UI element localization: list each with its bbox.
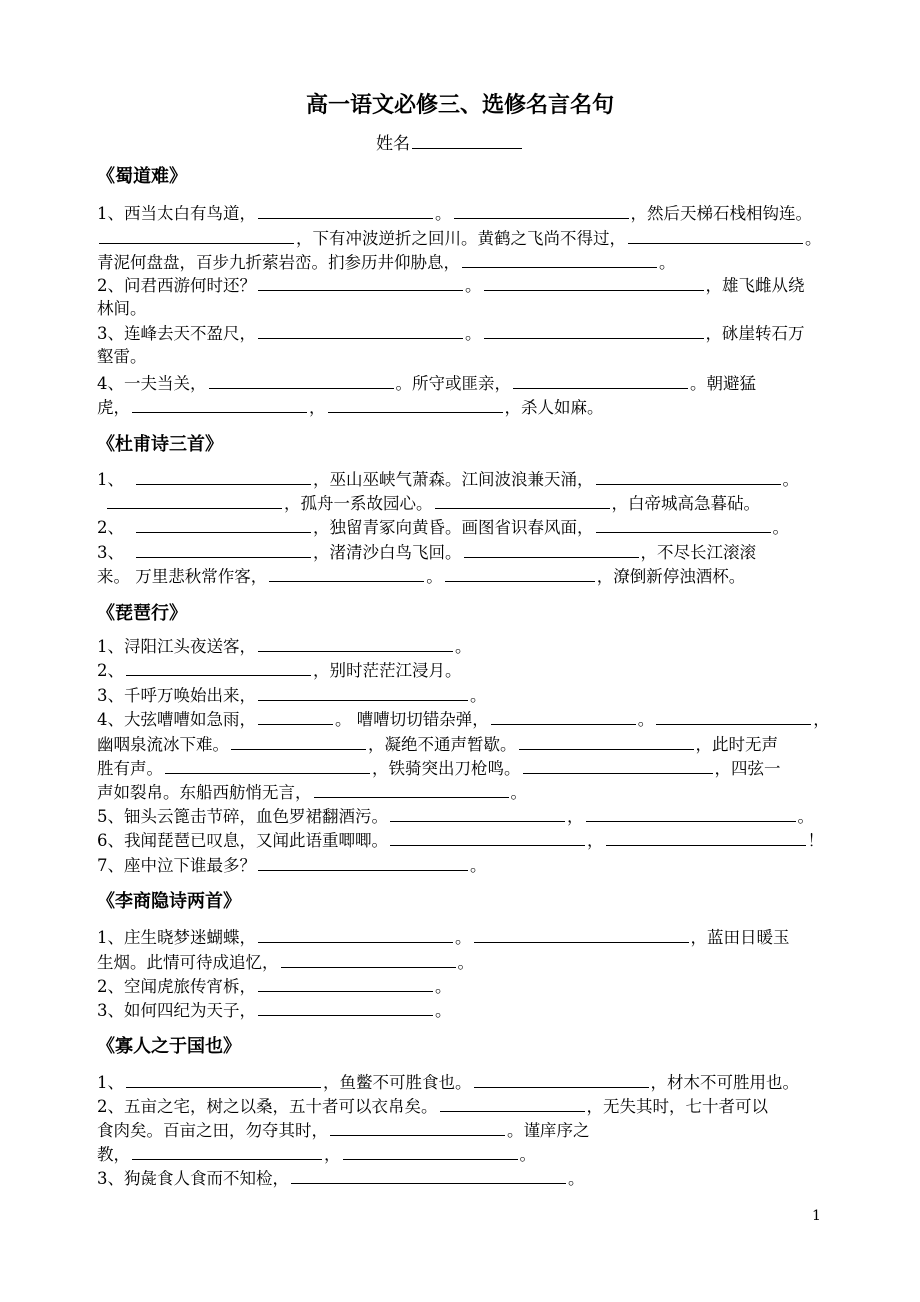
answer-blank[interactable] — [258, 273, 463, 291]
answer-blank[interactable] — [258, 683, 468, 701]
answer-blank[interactable] — [107, 491, 282, 509]
name-label: 姓名 — [376, 134, 410, 154]
answer-blank[interactable] — [519, 732, 694, 750]
text-line: 教， ， 。 — [97, 1142, 536, 1166]
heading-pipaxing: 《琵琶行》 — [97, 603, 187, 624]
text-line: 2、空闻虎旅传宵柝， 。 — [97, 974, 452, 998]
text-line: 2、 ，别时茫茫江浸月。 — [97, 658, 462, 682]
text-line: ，下有冲波逆折之回川。黄鹤之飞尚不得过， 。 — [97, 226, 822, 250]
answer-blank[interactable] — [474, 925, 689, 943]
text-line: 2、五亩之宅，树之以桑，五十者可以衣帛矣。 ，无失其时，七十者可以 — [97, 1094, 768, 1118]
answer-blank[interactable] — [464, 540, 639, 558]
text-line: 壑雷。 — [97, 347, 147, 366]
answer-blank[interactable] — [165, 756, 370, 774]
heading-dufu: 《杜甫诗三首》 — [97, 434, 223, 455]
text-line: 胜有声。 ，铁骑突出刀枪鸣。 ，四弦一 — [97, 756, 781, 780]
text-line: 2、问君西游何时还？ 。 ，雄飞雌从绕 — [97, 273, 805, 297]
answer-blank[interactable] — [258, 707, 333, 725]
answer-blank[interactable] — [462, 250, 657, 268]
answer-blank[interactable] — [445, 564, 595, 582]
answer-blank[interactable] — [390, 828, 585, 846]
answer-blank[interactable] — [126, 658, 311, 676]
text-line: 生烟。此情可待成追忆， 。 — [97, 950, 474, 974]
answer-blank[interactable] — [390, 804, 565, 822]
text-line: 1、 ，鱼鳖不可胜食也。 ，材木不可胜用也。 — [97, 1070, 799, 1094]
text-line: 来。 万里悲秋常作客， 。 ，潦倒新停浊酒杯。 — [97, 564, 745, 588]
answer-blank[interactable] — [258, 634, 453, 652]
answer-blank[interactable] — [136, 540, 311, 558]
answer-blank[interactable] — [258, 925, 453, 943]
text-line: 1、西当太白有鸟道， 。 ，然后天梯石栈相钩连。 — [97, 201, 812, 225]
answer-blank[interactable] — [258, 853, 468, 871]
name-field — [376, 129, 524, 154]
text-line: 3、千呼万唤始出来， 。 — [97, 683, 487, 707]
answer-blank[interactable] — [440, 1094, 585, 1112]
heading-lishangyin: 《李商隐诗两首》 — [97, 891, 241, 912]
answer-blank[interactable] — [586, 804, 796, 822]
answer-blank[interactable] — [291, 1166, 566, 1184]
name-blank[interactable] — [412, 131, 522, 149]
text-line: 声如裂帛。东船西舫悄无言， 。 — [97, 780, 527, 804]
answer-blank[interactable] — [132, 395, 307, 413]
answer-blank[interactable] — [330, 1118, 505, 1136]
answer-blank[interactable] — [343, 1142, 518, 1160]
answer-blank[interactable] — [491, 707, 636, 725]
text-line: ，孤舟一系故园心。 ，白帝城高急暮砧。 — [97, 491, 760, 515]
answer-blank[interactable] — [231, 732, 366, 750]
answer-blank[interactable] — [656, 707, 811, 725]
answer-blank[interactable] — [484, 273, 704, 291]
text-line: 4、一夫当关， 。所守或匪亲， 。朝避猛 — [97, 371, 756, 395]
answer-blank[interactable] — [474, 1070, 649, 1088]
heading-guaren: 《寡人之于国也》 — [97, 1036, 241, 1057]
text-line: 虎， ， ，杀人如麻。 — [97, 395, 604, 419]
answer-blank[interactable] — [269, 564, 424, 582]
answer-blank[interactable] — [513, 371, 688, 389]
answer-blank[interactable] — [258, 321, 463, 339]
answer-blank[interactable] — [258, 974, 433, 992]
text-line: 7、座中泣下谁最多？ 。 — [97, 853, 487, 877]
text-line: 6、我闻琵琶已叹息，又闻此语重唧唧。 ， ！ — [97, 828, 824, 852]
answer-blank[interactable] — [258, 201, 433, 219]
text-line: 5、钿头云篦击节碎，血色罗裙翻酒污。 ， 。 — [97, 804, 814, 828]
page-title: 高一语文必修三、选修名言名句 — [305, 93, 614, 118]
text-line: 4、大弦嘈嘈如急雨， 。 嘈嘈切切错杂弹， 。 ， — [97, 707, 830, 731]
text-line: 食肉矣。百亩之田，勿夺其时， 。谨庠序之 — [97, 1118, 590, 1142]
page-number: 1 — [812, 1208, 821, 1224]
answer-blank[interactable] — [328, 395, 503, 413]
answer-blank[interactable] — [523, 756, 713, 774]
text-line: 3、狗彘食人食而不知检， 。 — [97, 1166, 585, 1190]
heading-shudaonan: 《蜀道难》 — [97, 166, 187, 187]
answer-blank[interactable] — [484, 321, 704, 339]
answer-blank[interactable] — [99, 226, 294, 244]
text-line: 3、如何四纪为天子， 。 — [97, 998, 452, 1022]
answer-blank[interactable] — [596, 467, 781, 485]
answer-blank[interactable] — [606, 828, 806, 846]
answer-blank[interactable] — [454, 201, 629, 219]
answer-blank[interactable] — [136, 467, 311, 485]
text-line: 幽咽泉流冰下难。 ，凝绝不通声暂歇。 ，此时无声 — [97, 732, 778, 756]
text-line: 青泥何盘盘，百步九折萦岩峦。扪参历井仰胁息， 。 — [97, 250, 676, 274]
text-line: 3、连峰去天不盈尺， 。 ，砯崖转石万 — [97, 321, 805, 345]
text-line: 1、庄生晓梦迷蝴蝶， 。 ，蓝田日暖玉 — [97, 925, 790, 949]
answer-blank[interactable] — [126, 1070, 321, 1088]
answer-blank[interactable] — [628, 226, 803, 244]
answer-blank[interactable] — [258, 998, 433, 1016]
text-line: 3、 ，渚清沙白鸟飞回。 ，不尽长江滚滚 — [97, 540, 756, 564]
text-line: 1、浔阳江头夜送客， 。 — [97, 634, 472, 658]
answer-blank[interactable] — [435, 491, 610, 509]
answer-blank[interactable] — [314, 780, 509, 798]
text-line: 2、 ，独留青冢向黄昏。画图省识春风面， 。 — [97, 515, 789, 539]
text-line: 林间。 — [97, 299, 147, 318]
answer-blank[interactable] — [596, 515, 771, 533]
answer-blank[interactable] — [132, 1142, 322, 1160]
answer-blank[interactable] — [136, 515, 311, 533]
answer-blank[interactable] — [281, 950, 456, 968]
answer-blank[interactable] — [209, 371, 394, 389]
text-line: 1、 ，巫山巫峡气萧森。江间波浪兼天涌， 。 — [97, 467, 799, 491]
